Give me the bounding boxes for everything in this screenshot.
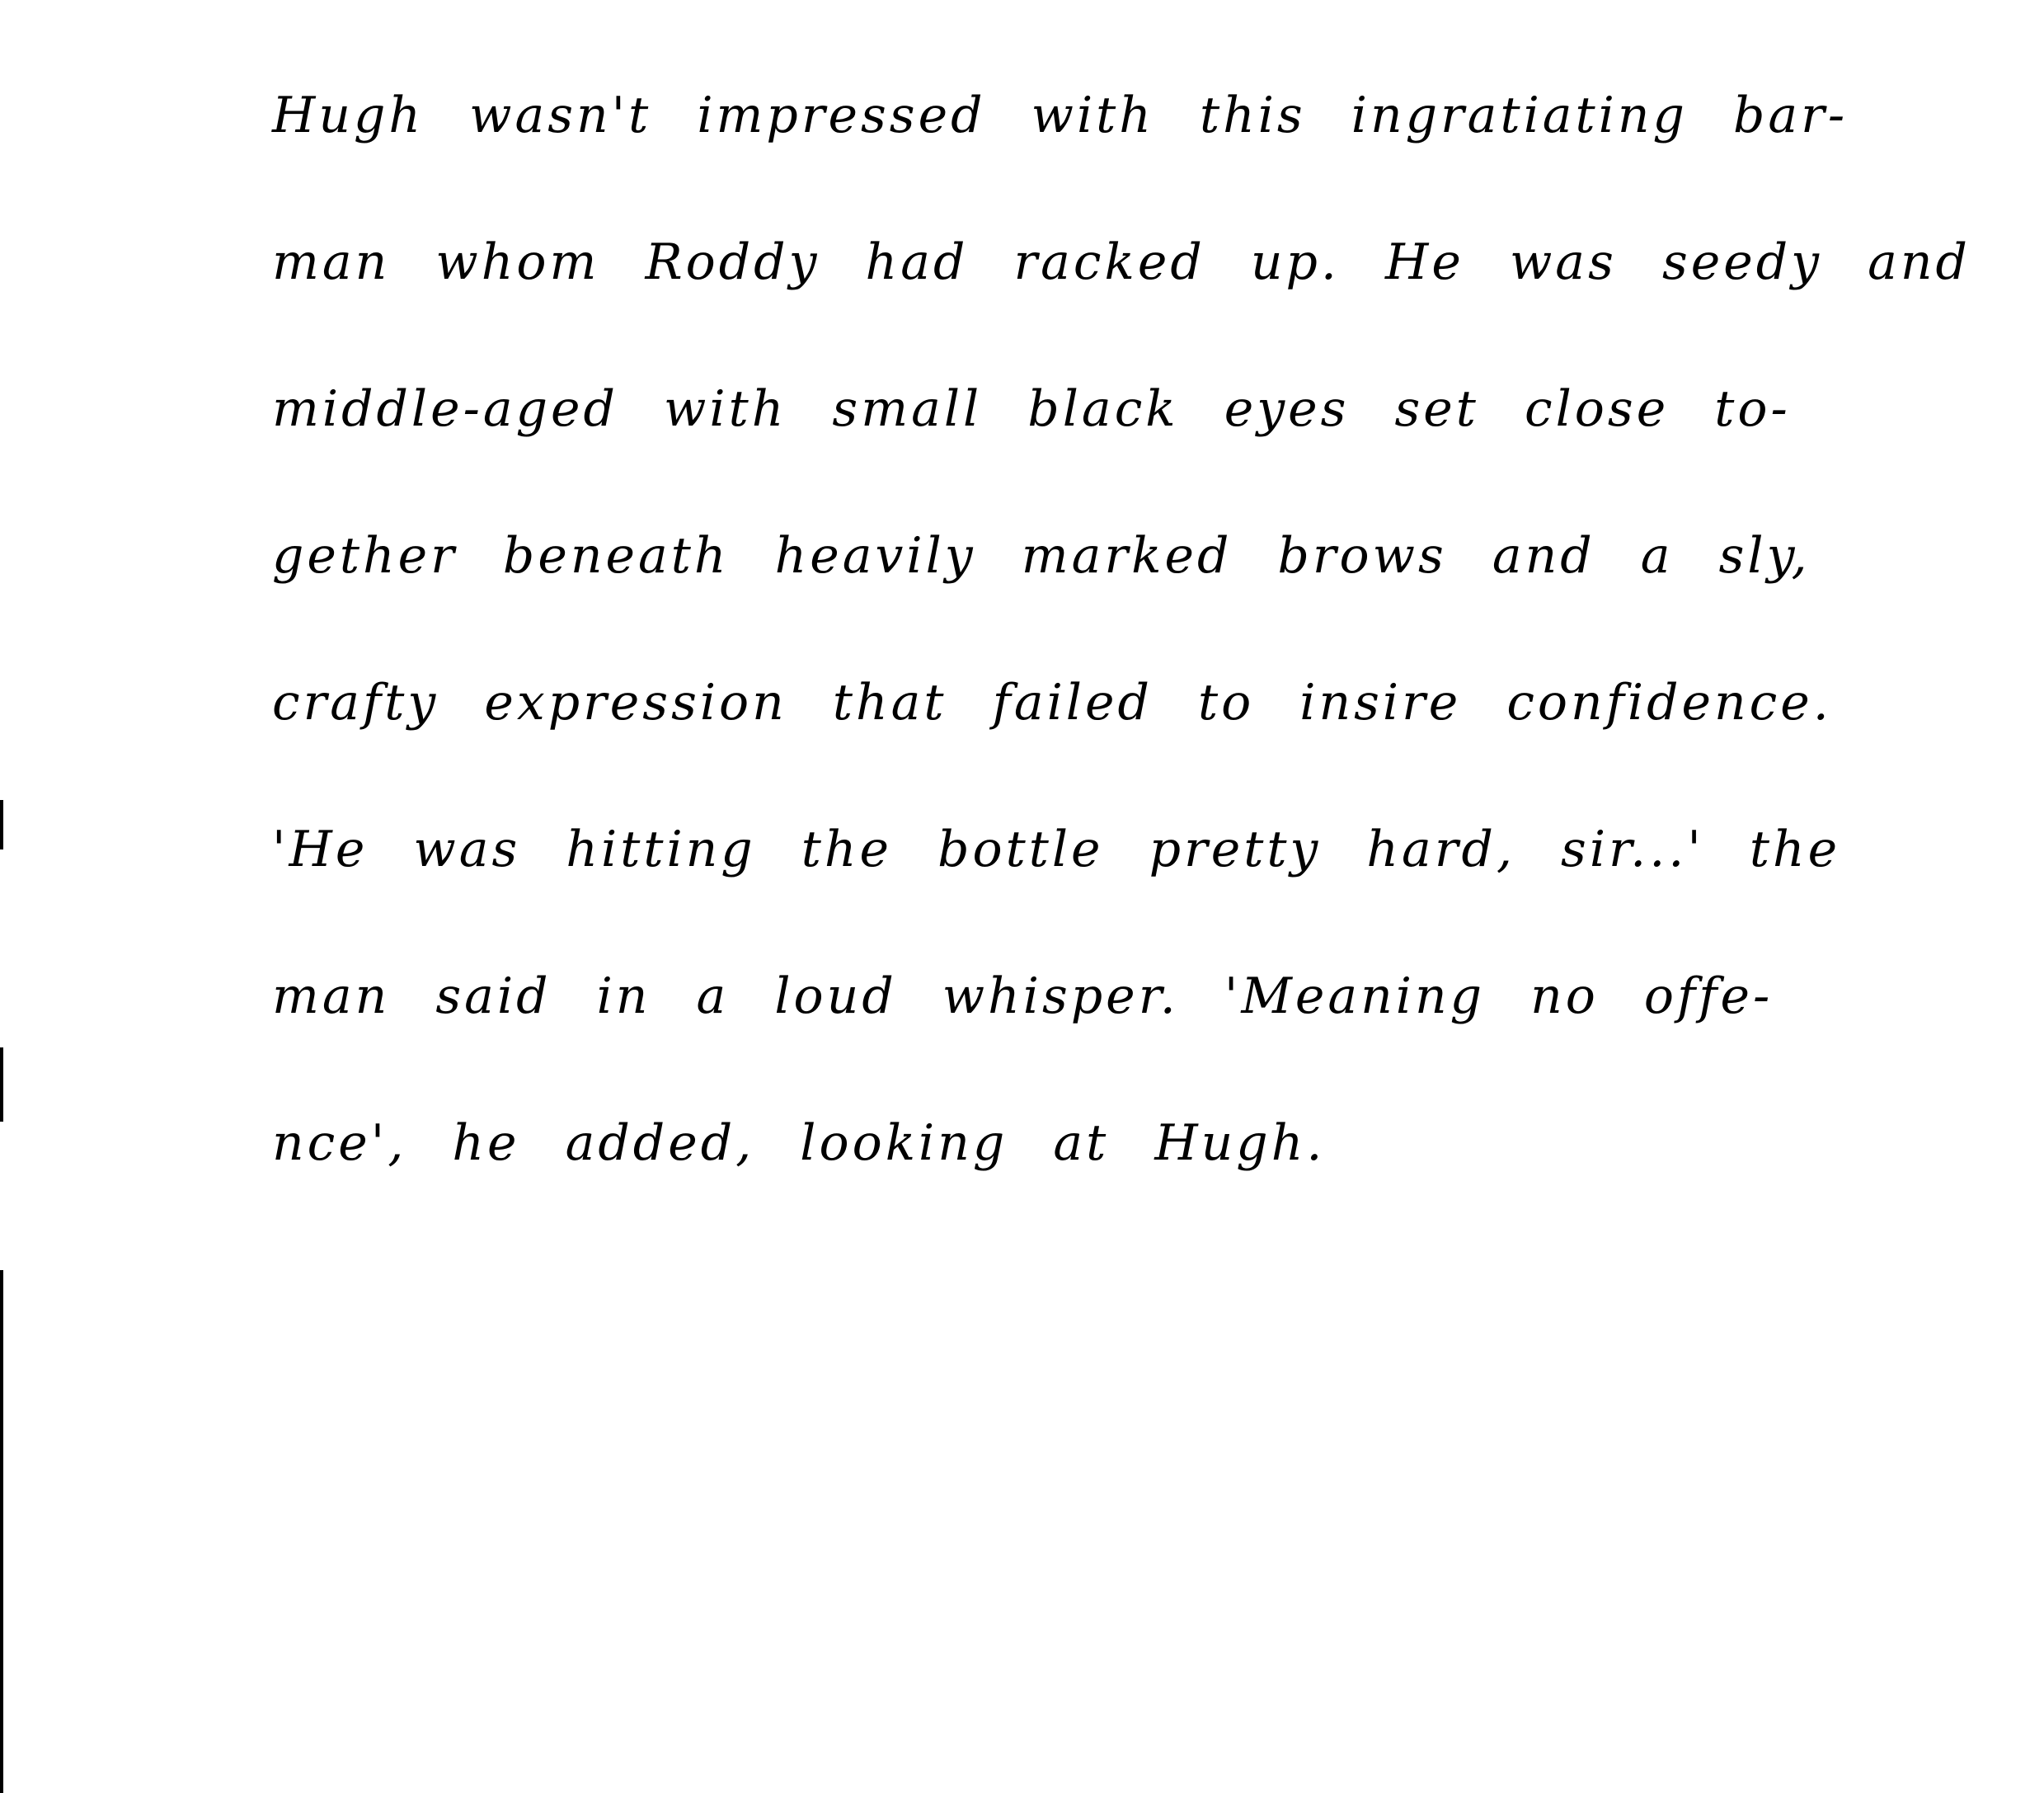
text-line-2: man whom Roddy had racked up. He was seedy and [272, 233, 1971, 291]
text-line-6: 'He was hitting the bottle pretty hard, sir...' the [272, 821, 1841, 878]
scan-edge-mark [0, 1047, 3, 1122]
text-line-1: Hugh wasn't impressed with this ingratiating bar- [272, 87, 1849, 144]
scan-edge-mark [0, 1270, 3, 1793]
text-line-8: nce', he added, looking at Hugh. [272, 1114, 1326, 1172]
text-line-5: crafty expression that failed to insire confidence. [272, 674, 1832, 732]
handwritten-paragraph [272, 78, 1971, 1253]
scan-edge-mark [0, 800, 3, 849]
text-line-4: gether beneath heavily marked brows and a sly, [272, 527, 1811, 585]
text-line-7: man said in a loud whisper. 'Meaning no offe- [272, 967, 1774, 1025]
text-line-3: middle-aged with small black eyes set close to- [272, 380, 1791, 438]
